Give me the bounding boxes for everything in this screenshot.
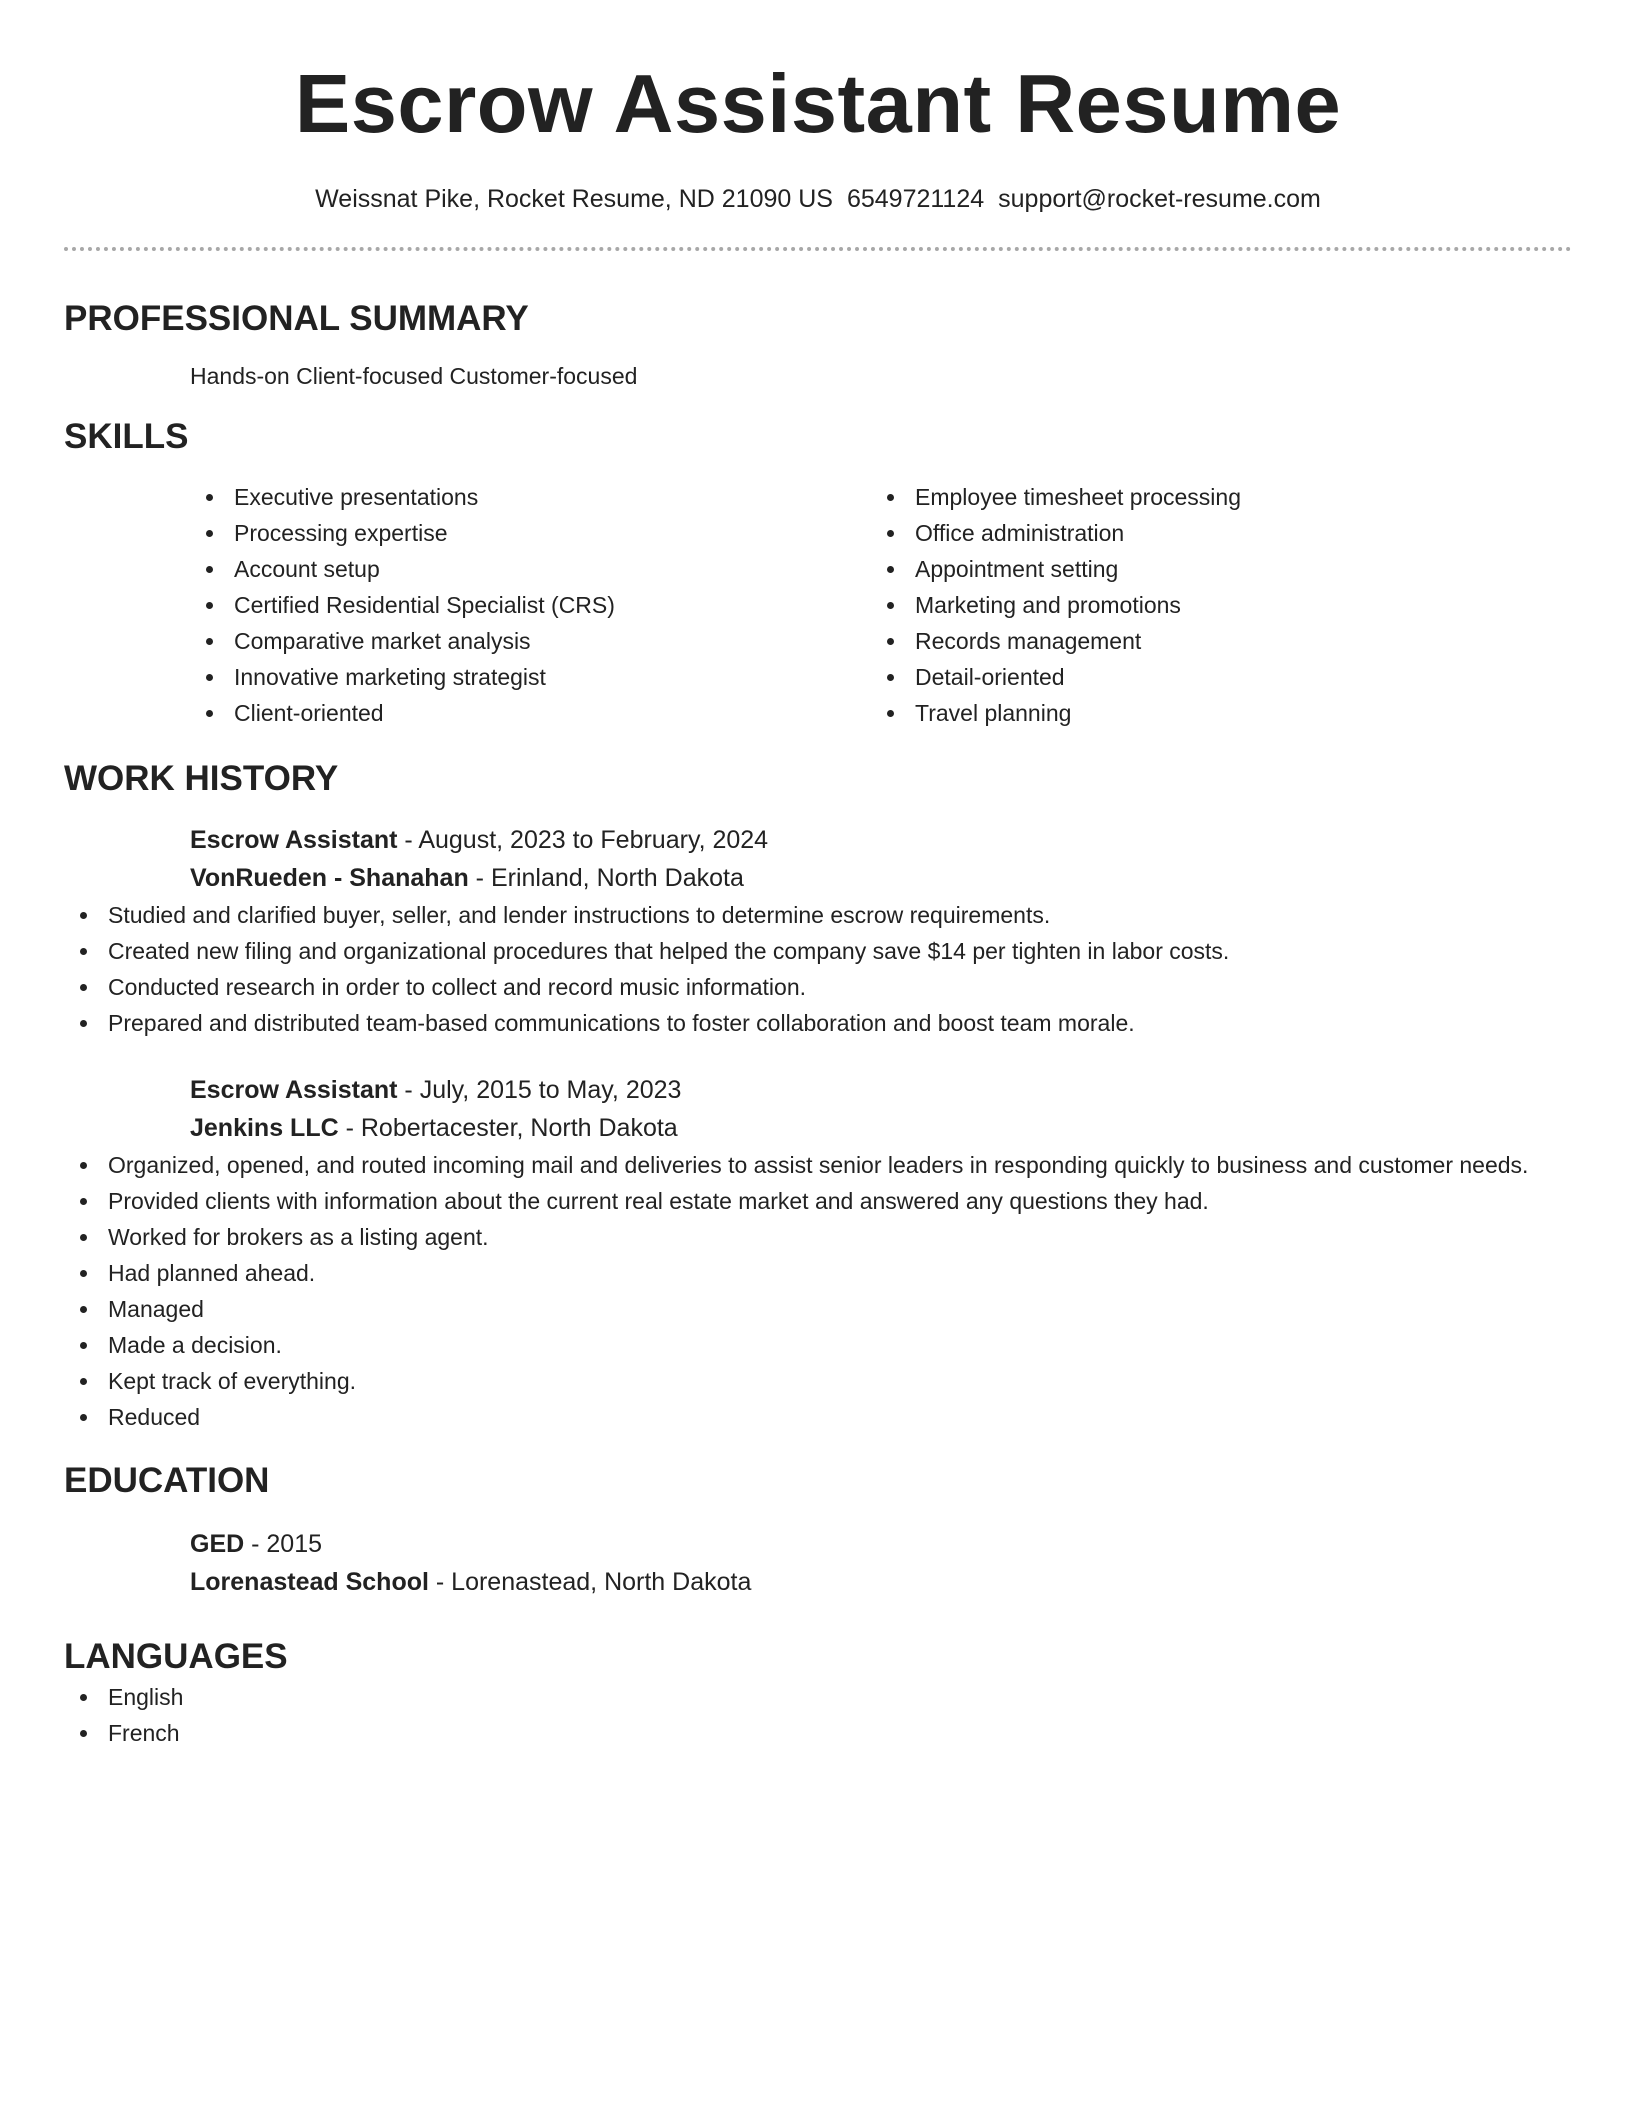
job-bullet: Provided clients with information about the current real estate market and answered any questions they had. — [64, 1183, 1572, 1219]
job-bullet: Organized, opened, and routed incoming mail and deliveries to assist senior leaders in responding quickly to business and customer needs. — [64, 1147, 1572, 1183]
job-company: Jenkins LLC — [190, 1114, 339, 1142]
education-school: Lorenastead School — [190, 1568, 429, 1596]
job-bullet: Reduced — [64, 1399, 1572, 1435]
skill-item: Detail-oriented — [871, 659, 1241, 695]
job-bullet: Made a decision. — [64, 1327, 1572, 1363]
languages-heading: LANGUAGES — [64, 1637, 288, 1676]
job-title: Escrow Assistant — [190, 1076, 398, 1104]
language-item: English — [64, 1679, 1572, 1715]
summary-heading: PROFESSIONAL SUMMARY — [64, 299, 529, 338]
job-bullet: Prepared and distributed team-based communications to foster collaboration and boost team morale. — [64, 1005, 1572, 1041]
job-title: Escrow Assistant — [190, 826, 398, 854]
skills-column-left — [190, 479, 871, 731]
job-title-line — [190, 1071, 1572, 1109]
job-title-line — [190, 821, 1572, 859]
skill-item: Processing expertise — [190, 515, 871, 551]
summary-text: Hands-on Client-focused Customer-focused — [190, 363, 638, 389]
skill-item: Records management — [871, 623, 1241, 659]
header-divider — [64, 247, 1572, 251]
job-bullet: Managed — [64, 1291, 1572, 1327]
job-bullet: Worked for brokers as a listing agent. — [64, 1219, 1572, 1255]
job-company-line — [190, 859, 1572, 897]
skill-item: Executive presentations — [190, 479, 871, 515]
job-bullet: Kept track of everything. — [64, 1363, 1572, 1399]
skill-item: Travel planning — [871, 695, 1241, 731]
contact-phone: 6549721124 — [846, 185, 985, 213]
job-bullet: Studied and clarified buyer, seller, and lender instructions to determine escrow requirements. — [64, 897, 1572, 933]
contact-line — [64, 181, 1572, 217]
job-company: VonRueden - Shanahan — [190, 864, 469, 892]
skills-list — [190, 479, 1572, 731]
education-degree: GED — [190, 1530, 245, 1558]
education-degree-line — [190, 1525, 1572, 1563]
language-item: French — [64, 1715, 1572, 1751]
skills-column-right — [871, 479, 1241, 731]
job-location: - Erinland, North Dakota — [468, 864, 744, 892]
skill-item: Appointment setting — [871, 551, 1241, 587]
skill-item: Office administration — [871, 515, 1241, 551]
job-bullet: Had planned ahead. — [64, 1255, 1572, 1291]
work-history-heading: WORK HISTORY — [64, 759, 339, 798]
job-dates: - August, 2023 to February, 2024 — [397, 826, 769, 854]
skill-item: Innovative marketing strategist — [190, 659, 871, 695]
skill-item: Marketing and promotions — [871, 587, 1241, 623]
job-bullets — [64, 897, 1572, 1041]
skill-item: Certified Residential Specialist (CRS) — [190, 587, 871, 623]
contact-email: support@rocket-resume.com — [998, 185, 1321, 213]
job-bullets — [64, 1147, 1572, 1435]
education-year: - 2015 — [244, 1530, 323, 1558]
education-location: - Lorenastead, North Dakota — [428, 1568, 752, 1596]
skill-item: Comparative market analysis — [190, 623, 871, 659]
skill-item: Account setup — [190, 551, 871, 587]
resume-page — [64, 0, 1572, 1751]
job-bullet: Created new filing and organizational procedures that helped the company save $14 per tighten in labor costs. — [64, 933, 1572, 969]
job-bullet: Conducted research in order to collect and record music information. — [64, 969, 1572, 1005]
skill-item: Client-oriented — [190, 695, 871, 731]
skill-item: Employee timesheet processing — [871, 479, 1241, 515]
education-heading: EDUCATION — [64, 1461, 270, 1500]
contact-address: Weissnat Pike, Rocket Resume, ND 21090 US — [315, 185, 833, 213]
job-company-line — [190, 1109, 1572, 1147]
languages-list — [64, 1679, 1572, 1751]
skills-heading: SKILLS — [64, 417, 189, 456]
job-dates: - July, 2015 to May, 2023 — [397, 1076, 682, 1104]
job-location: - Robertacester, North Dakota — [338, 1114, 678, 1142]
resume-title: Escrow Assistant Resume — [294, 57, 1342, 150]
education-school-line — [190, 1563, 1572, 1601]
